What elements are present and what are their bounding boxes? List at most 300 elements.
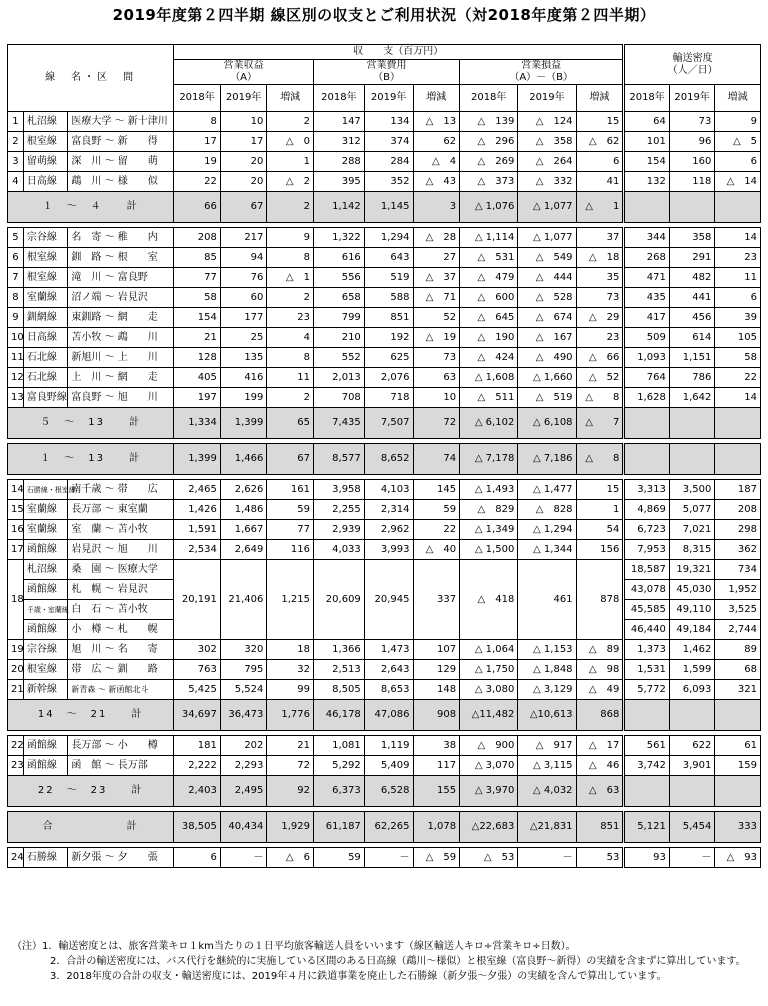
- cell-rd: 77: [267, 520, 314, 540]
- cell-p19: △10,613: [518, 700, 576, 731]
- cell-p18: △ 1,076: [460, 192, 518, 223]
- section-name: 東釧路 ～ 網 走: [68, 308, 174, 328]
- cell-p19: △ 3,115: [518, 756, 576, 776]
- cell-e18: 312: [313, 132, 364, 152]
- cell-r19: 2,495: [220, 776, 267, 807]
- cell-p19: △ 7,186: [518, 444, 576, 475]
- cell-rd: 8: [267, 348, 314, 368]
- cell-rd: 9: [267, 228, 314, 248]
- cell-p19: △ 167: [518, 328, 576, 348]
- cell-p18: △ 296: [460, 132, 518, 152]
- cell-e18: 7,435: [313, 408, 364, 439]
- cell-empty: [669, 408, 715, 439]
- row-number: 22: [8, 736, 24, 756]
- header-income-expense: 収 支（百万円）: [174, 45, 624, 60]
- cell-d19: 441: [669, 288, 715, 308]
- col-ed: 増減: [413, 85, 460, 112]
- table-row: [8, 112, 761, 132]
- table-row: [8, 540, 761, 560]
- cell-pd: △ 29: [576, 308, 624, 328]
- cell-dd: 89: [715, 640, 761, 660]
- cell-d19: 118: [669, 172, 715, 192]
- cell-p18: △ 418: [460, 560, 518, 640]
- cell-dd: 39: [715, 308, 761, 328]
- row-number: 18: [8, 560, 24, 640]
- cell-p18: △11,482: [460, 700, 518, 731]
- data-table: [7, 44, 761, 868]
- cell-r19: 2,626: [220, 480, 267, 500]
- cell-pd: 73: [576, 288, 624, 308]
- cell-ed: △ 4: [413, 152, 460, 172]
- cell-r18: 154: [174, 308, 221, 328]
- cell-dd: 58: [715, 348, 761, 368]
- cell-d19: 49,184: [669, 620, 715, 640]
- cell-d19: 622: [669, 736, 715, 756]
- cell-r19: 20: [220, 172, 267, 192]
- cell-r19: 217: [220, 228, 267, 248]
- cell-d19: 19,321: [669, 560, 715, 580]
- cell-d19: 96: [669, 132, 715, 152]
- line-name: 根室線: [23, 660, 67, 680]
- section-name: 小 樽 ～ 札 幌: [68, 620, 174, 640]
- cell-ed: △ 37: [413, 268, 460, 288]
- cell-rd: 72: [267, 756, 314, 776]
- table-row: [8, 520, 761, 540]
- cell-p19: △ 264: [518, 152, 576, 172]
- cell-d18: 154: [624, 152, 670, 172]
- cell-p18: △ 3,970: [460, 776, 518, 807]
- cell-e18: 210: [313, 328, 364, 348]
- cell-empty: [624, 444, 670, 475]
- cell-p19: △ 674: [518, 308, 576, 328]
- cell-r19: 67: [220, 192, 267, 223]
- cell-d18: 18,587: [624, 560, 670, 580]
- row-number: 24: [8, 848, 24, 868]
- cell-e19: 5,409: [364, 756, 413, 776]
- line-name: 石北線: [23, 368, 67, 388]
- cell-e19: 625: [364, 348, 413, 368]
- section-name: 医療大学 ～ 新十津川: [68, 112, 174, 132]
- cell-r18: 77: [174, 268, 221, 288]
- expense-sub: （B）: [373, 72, 400, 83]
- section-name: 滝 川 ～ 富良野: [68, 268, 174, 288]
- cell-e18: 46,178: [313, 700, 364, 731]
- table-row: [8, 388, 761, 408]
- cell-pd: △ 52: [576, 368, 624, 388]
- cell-r18: 66: [174, 192, 221, 223]
- subtotal-label: １ ～ 13 計: [8, 444, 174, 475]
- row-number: 2: [8, 132, 24, 152]
- cell-rd: 21: [267, 736, 314, 756]
- cell-rd: 65: [267, 408, 314, 439]
- cell-e18: 8,577: [313, 444, 364, 475]
- cell-dd: 14: [715, 228, 761, 248]
- cell-p18: △ 190: [460, 328, 518, 348]
- cell-pd: △ 62: [576, 132, 624, 152]
- cell-d19: 456: [669, 308, 715, 328]
- cell-p18: △ 600: [460, 288, 518, 308]
- cell-e18: 5,292: [313, 756, 364, 776]
- revenue-label: 営業収益: [223, 60, 264, 71]
- cell-rd: 1,215: [267, 560, 314, 640]
- cell-r18: 2,403: [174, 776, 221, 807]
- cell-rd: 18: [267, 640, 314, 660]
- line-name: 函館線: [23, 580, 67, 600]
- cell-d19: 1,599: [669, 660, 715, 680]
- cell-d18: 509: [624, 328, 670, 348]
- cell-p19: △ 1,660: [518, 368, 576, 388]
- cell-dd: 68: [715, 660, 761, 680]
- cell-r18: 20,191: [174, 560, 221, 640]
- cell-pd: △ 49: [576, 680, 624, 700]
- section-name: 函 館 ～ 長万部: [68, 756, 174, 776]
- cell-p19: △ 124: [518, 112, 576, 132]
- cell-pd: 6: [576, 152, 624, 172]
- cell-p19: △ 1,477: [518, 480, 576, 500]
- cell-rd: 32: [267, 660, 314, 680]
- cell-d19: 160: [669, 152, 715, 172]
- line-name: 宗谷線: [23, 228, 67, 248]
- cell-e19: 851: [364, 308, 413, 328]
- cell-empty: [624, 700, 670, 731]
- cell-ed: 107: [413, 640, 460, 660]
- cell-e19: 3,993: [364, 540, 413, 560]
- col-p19: 2019年: [518, 85, 576, 112]
- line-name: 函館線: [23, 620, 67, 640]
- cell-e18: 147: [313, 112, 364, 132]
- density-sub: （人／日）: [667, 64, 718, 76]
- row-number: 19: [8, 640, 24, 660]
- line-name: 札沼線: [23, 112, 67, 132]
- cell-d19: 1,462: [669, 640, 715, 660]
- subtotal-row: [8, 812, 761, 843]
- cell-pd: 868: [576, 700, 624, 731]
- cell-rd: 99: [267, 680, 314, 700]
- cell-ed: △ 13: [413, 112, 460, 132]
- cell-r19: 2,649: [220, 540, 267, 560]
- section-name: 長万部 ～ 小 樽: [68, 736, 174, 756]
- cell-empty: [669, 700, 715, 731]
- cell-ed: 908: [413, 700, 460, 731]
- section-name: 旭 川 ～ 名 寄: [68, 640, 174, 660]
- cell-rd: 1,776: [267, 700, 314, 731]
- cell-ed: △ 71: [413, 288, 460, 308]
- cell-d19: 8,315: [669, 540, 715, 560]
- cell-r18: 19: [174, 152, 221, 172]
- table-row: [8, 736, 761, 756]
- cell-dd: 61: [715, 736, 761, 756]
- row-number: 3: [8, 152, 24, 172]
- note-2: 2．合計の輸送密度には、バス代行を継続的に実施している区間のある日高線（鵡川～様似）と根室線（富良野～新得）の実績を含まずに算出しています。: [50, 956, 746, 967]
- cell-r19: 416: [220, 368, 267, 388]
- cell-e19: 2,314: [364, 500, 413, 520]
- cell-ed: 129: [413, 660, 460, 680]
- row-number: 10: [8, 328, 24, 348]
- col-e19: 2019年: [364, 85, 413, 112]
- col-d18: 2018年: [624, 85, 670, 112]
- cell-e18: 59: [313, 848, 364, 868]
- cell-r19: 76: [220, 268, 267, 288]
- cell-p18: △ 1,500: [460, 540, 518, 560]
- cell-pd: 54: [576, 520, 624, 540]
- cell-ed: 10: [413, 388, 460, 408]
- cell-r18: 128: [174, 348, 221, 368]
- cell-p19: △ 549: [518, 248, 576, 268]
- table-row: [8, 308, 761, 328]
- row-number: 23: [8, 756, 24, 776]
- cell-r19: －: [220, 848, 267, 868]
- cell-p18: △ 424: [460, 348, 518, 368]
- cell-pd: △ 17: [576, 736, 624, 756]
- subtotal-row: [8, 776, 761, 807]
- table-row: [8, 756, 761, 776]
- cell-e19: 8,653: [364, 680, 413, 700]
- cell-r19: 21,406: [220, 560, 267, 640]
- cell-d18: 344: [624, 228, 670, 248]
- cell-rd: 2: [267, 288, 314, 308]
- cell-d19: 358: [669, 228, 715, 248]
- cell-e18: 2,255: [313, 500, 364, 520]
- cell-dd: 105: [715, 328, 761, 348]
- cell-pd: △ 8: [576, 444, 624, 475]
- cell-e18: 6,373: [313, 776, 364, 807]
- cell-dd: 3,525: [715, 600, 761, 620]
- cell-r19: 25: [220, 328, 267, 348]
- cell-rd: 1: [267, 152, 314, 172]
- cell-d19: 291: [669, 248, 715, 268]
- cell-rd: 67: [267, 444, 314, 475]
- cell-ed: △ 59: [413, 848, 460, 868]
- section-name: 長万部 ～ 東室蘭: [68, 500, 174, 520]
- cell-pd: 15: [576, 480, 624, 500]
- cell-p18: △ 1,349: [460, 520, 518, 540]
- cell-r18: 1,334: [174, 408, 221, 439]
- cell-e19: 718: [364, 388, 413, 408]
- cell-p19: －: [518, 848, 576, 868]
- profit-label: 営業損益: [521, 60, 562, 71]
- line-name: 宗谷線: [23, 640, 67, 660]
- table-row: [8, 348, 761, 368]
- cell-r19: 320: [220, 640, 267, 660]
- cell-pd: 878: [576, 560, 624, 640]
- cell-p18: △ 269: [460, 152, 518, 172]
- cell-empty: [715, 776, 761, 807]
- cell-e18: 2,013: [313, 368, 364, 388]
- cell-p18: △ 479: [460, 268, 518, 288]
- cell-dd: 208: [715, 500, 761, 520]
- table-row: [8, 132, 761, 152]
- cell-pd: △ 7: [576, 408, 624, 439]
- cell-pd: △ 66: [576, 348, 624, 368]
- cell-ed: 145: [413, 480, 460, 500]
- cell-p18: △ 1,608: [460, 368, 518, 388]
- table-row: [8, 172, 761, 192]
- section-name: 鵡 川 ～ 様 似: [68, 172, 174, 192]
- cell-ed: 72: [413, 408, 460, 439]
- line-name: 石北線: [23, 348, 67, 368]
- subtotal-row: [8, 192, 761, 223]
- cell-d19: 3,500: [669, 480, 715, 500]
- cell-p19: △ 332: [518, 172, 576, 192]
- cell-p19: △ 6,108: [518, 408, 576, 439]
- cell-r18: 181: [174, 736, 221, 756]
- cell-dd: 6: [715, 288, 761, 308]
- cell-e18: 4,033: [313, 540, 364, 560]
- cell-e19: 47,086: [364, 700, 413, 731]
- cell-p18: △ 7,178: [460, 444, 518, 475]
- cell-r19: 795: [220, 660, 267, 680]
- cell-r18: 58: [174, 288, 221, 308]
- line-name: 石勝線・根室線: [23, 480, 67, 500]
- cell-p19: △ 828: [518, 500, 576, 520]
- cell-p18: △ 511: [460, 388, 518, 408]
- cell-r19: 1,667: [220, 520, 267, 540]
- cell-d18: 435: [624, 288, 670, 308]
- cell-d18: 3,742: [624, 756, 670, 776]
- cell-d18: 132: [624, 172, 670, 192]
- cell-d19: 1,151: [669, 348, 715, 368]
- line-name: 石勝線: [23, 848, 67, 868]
- cell-d18: 1,373: [624, 640, 670, 660]
- section-name: 名 寄 ～ 稚 内: [68, 228, 174, 248]
- row-number: 21: [8, 680, 24, 700]
- col-d19: 2019年: [669, 85, 715, 112]
- cell-d18: 764: [624, 368, 670, 388]
- cell-r19: 5,524: [220, 680, 267, 700]
- cell-d18: 101: [624, 132, 670, 152]
- cell-pd: 23: [576, 328, 624, 348]
- cell-p18: △ 900: [460, 736, 518, 756]
- line-name: 根室線: [23, 132, 67, 152]
- cell-ed: 73: [413, 348, 460, 368]
- section-name: 室 蘭 ～ 苫小牧: [68, 520, 174, 540]
- cell-r18: 208: [174, 228, 221, 248]
- cell-e18: 20,609: [313, 560, 364, 640]
- cell-e19: 374: [364, 132, 413, 152]
- cell-d19: 786: [669, 368, 715, 388]
- cell-e19: 1,473: [364, 640, 413, 660]
- cell-ed: 148: [413, 680, 460, 700]
- subtotal-row: [8, 408, 761, 439]
- cell-e19: 192: [364, 328, 413, 348]
- table-row: [8, 368, 761, 388]
- cell-ed: △ 19: [413, 328, 460, 348]
- cell-rd: 1,929: [267, 812, 314, 843]
- cell-r19: 17: [220, 132, 267, 152]
- cell-e18: 1,366: [313, 640, 364, 660]
- cell-ed: 38: [413, 736, 460, 756]
- cell-d19: 7,021: [669, 520, 715, 540]
- table-row: [8, 500, 761, 520]
- header-density: [624, 45, 761, 85]
- subtotal-label: ５ ～ 13 計: [8, 408, 174, 439]
- cell-d18: 1,628: [624, 388, 670, 408]
- cell-r19: 202: [220, 736, 267, 756]
- cell-rd: 8: [267, 248, 314, 268]
- cell-pd: 851: [576, 812, 624, 843]
- cell-d18: 45,585: [624, 600, 670, 620]
- cell-r19: 1,486: [220, 500, 267, 520]
- section-name: 帯 広 ～ 釧 路: [68, 660, 174, 680]
- cell-d18: 268: [624, 248, 670, 268]
- cell-dd: 2,744: [715, 620, 761, 640]
- cell-d18: 5,121: [624, 812, 670, 843]
- cell-p18: △ 3,070: [460, 756, 518, 776]
- cell-ed: 1,078: [413, 812, 460, 843]
- row-number: 17: [8, 540, 24, 560]
- cell-p19: △ 4,032: [518, 776, 576, 807]
- cell-p18: △ 139: [460, 112, 518, 132]
- cell-pd: △ 1: [576, 192, 624, 223]
- cell-pd: 53: [576, 848, 624, 868]
- row-number: 5: [8, 228, 24, 248]
- cell-e19: 4,103: [364, 480, 413, 500]
- line-name: 室蘭線: [23, 500, 67, 520]
- density-label: 輸送密度: [672, 52, 713, 64]
- cell-pd: 37: [576, 228, 624, 248]
- section-name: 富良野 ～ 旭 川: [68, 388, 174, 408]
- cell-e19: 1,294: [364, 228, 413, 248]
- cell-ed: 22: [413, 520, 460, 540]
- cell-r19: 1,399: [220, 408, 267, 439]
- cell-e19: 20,945: [364, 560, 413, 640]
- cell-e19: 519: [364, 268, 413, 288]
- cell-e18: 1,322: [313, 228, 364, 248]
- cell-r18: 405: [174, 368, 221, 388]
- section-name: 沼ノ端 ～ 岩見沢: [68, 288, 174, 308]
- cell-dd: 333: [715, 812, 761, 843]
- header-line-section: 線 名・区 間: [8, 45, 174, 112]
- cell-rd: 161: [267, 480, 314, 500]
- table-row: [8, 268, 761, 288]
- cell-rd: 59: [267, 500, 314, 520]
- cell-rd: 2: [267, 112, 314, 132]
- cell-d19: 5,454: [669, 812, 715, 843]
- cell-e19: 1,119: [364, 736, 413, 756]
- cell-p18: △ 373: [460, 172, 518, 192]
- expense-label: 営業費用: [366, 60, 407, 71]
- cell-r18: 1,591: [174, 520, 221, 540]
- cell-rd: △ 2: [267, 172, 314, 192]
- table-row: [8, 328, 761, 348]
- cell-empty: [715, 444, 761, 475]
- cell-dd: 23: [715, 248, 761, 268]
- cell-e19: 284: [364, 152, 413, 172]
- line-name: 日高線: [23, 172, 67, 192]
- section-name: 苫小牧 ～ 鵡 川: [68, 328, 174, 348]
- header-revenue: [174, 60, 314, 85]
- cell-d19: 49,110: [669, 600, 715, 620]
- cell-r18: 17: [174, 132, 221, 152]
- header-profit: [460, 60, 624, 85]
- cell-e19: －: [364, 848, 413, 868]
- cell-dd: △ 93: [715, 848, 761, 868]
- cell-r18: 85: [174, 248, 221, 268]
- cell-pd: △ 46: [576, 756, 624, 776]
- cell-r19: 177: [220, 308, 267, 328]
- cell-ed: △ 40: [413, 540, 460, 560]
- cell-d18: 1,093: [624, 348, 670, 368]
- cell-d19: 73: [669, 112, 715, 132]
- cell-p18: △ 1,493: [460, 480, 518, 500]
- cell-dd: 734: [715, 560, 761, 580]
- cell-ed: 3: [413, 192, 460, 223]
- row-number: 7: [8, 268, 24, 288]
- cell-rd: △ 6: [267, 848, 314, 868]
- cell-pd: 156: [576, 540, 624, 560]
- cell-ed: 59: [413, 500, 460, 520]
- section-name: 岩見沢 ～ 旭 川: [68, 540, 174, 560]
